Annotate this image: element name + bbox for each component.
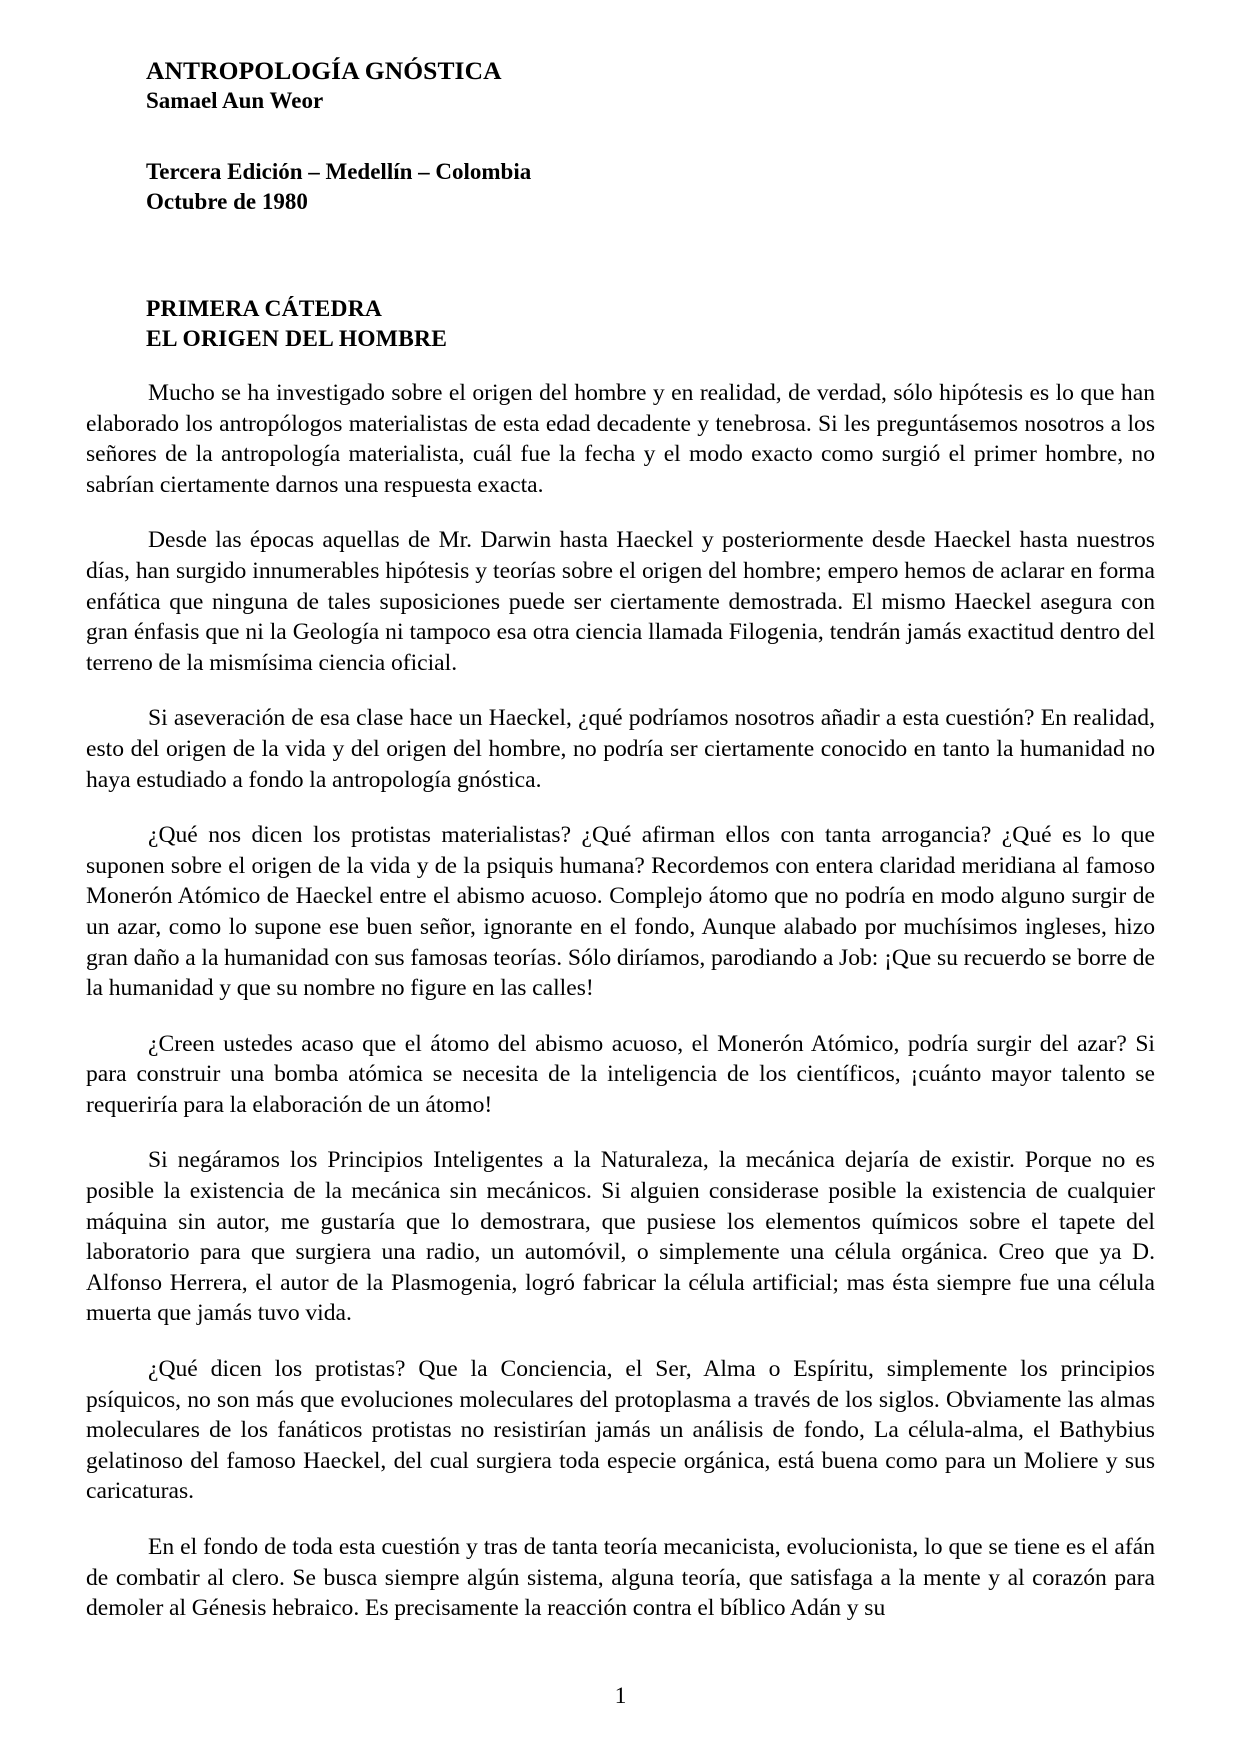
- body-paragraph: Si aseveración de esa clase hace un Haeckel, ¿qué podríamos nosotros añadir a esta cuestión? En realidad, esto del origen de la vida y del origen del hombre, no podría ser ciertamente conocido en tanto la humanidad no haya estudiado a fondo la antropología gnóstica.: [86, 705, 1155, 793]
- body-paragraph: Mucho se ha investigado sobre el origen del hombre y en realidad, de verdad, sólo hipótesis es lo que han elaborado los antropólogos materialistas de esta edad decadente y tenebrosa. Si les preguntásemos nosotros a los señores de la antropología materialista, cuál fue la fecha y el modo exacto como surgió el primer hombre, no sabrían ciertamente darnos una respuesta exacta.: [86, 380, 1155, 498]
- title-block: [146, 56, 1155, 116]
- edition-date: Octubre de 1980: [146, 189, 308, 214]
- body-paragraph: ¿Qué dicen los protistas? Que la Conciencia, el Ser, Alma o Espíritu, simplemente los principios psíquicos, no son más que evoluciones moleculares del protoplasma a través de los siglos. Obviamente las almas moleculares de los fanáticos protistas no resistirían jamás un análisis de fondo, La célula-alma, el Bathybius gelatinoso del famoso Haeckel, del cual surgiera toda especie orgánica, está buena como para un Moliere y sus caricaturas.: [86, 1356, 1155, 1505]
- body-paragraph: ¿Creen ustedes acaso que el átomo del abismo acuoso, el Monerón Atómico, podría surgir del azar? Si para construir una bomba atómica se necesita de la inteligencia de los científicos, ¡cuánto mayor talento se requeriría para la elaboración de un átomo!: [86, 1030, 1155, 1118]
- body-paragraph: ¿Qué nos dicen los protistas materialistas? ¿Qué afirman ellos con tanta arrogancia? ¿Qué es lo que suponen sobre el origen de la vida y de la psiquis humana? Recordemos con entera claridad meridiana al famoso Monerón Atómico de Haeckel entre el abismo acuoso. Complejo átomo que no podría en modo alguno surgir de un azar, como lo supone ese buen señor, ignorante en el fondo, Aunque alabado por muchísimos ingleses, hizo gran daño a la humanidad con sus famosas teorías. Sólo diríamos, parodiando a Job: ¡Que su recuerdo se borre de la humanidad y que su nombre no figure en las calles!: [86, 822, 1155, 1002]
- section-number: PRIMERA CÁTEDRA: [146, 296, 383, 322]
- edition-place: Tercera Edición – Medellín – Colombia: [146, 159, 532, 184]
- body-paragraph: Si negáramos los Principios Inteligentes a la Naturaleza, la mecánica dejaría de existir. Porque no es posible la existencia de la mecánica sin mecánicos. Si alguien considerase posible la existencia de cualquier máquina sin autor, me gustaría que lo demostrara, que pusiese los elementos químicos sobre el tapete del laboratorio para que surgiera una radio, un automóvil, o simplemente una célula orgánica. Creo que ya D. Alfonso Herrera, el autor de la Plasmogenia, logró fabricar la célula artificial; mas ésta siempre fue una célula muerta que jamás tuvo vida.: [86, 1147, 1155, 1327]
- body-paragraph: Desde las épocas aquellas de Mr. Darwin hasta Haeckel y posteriormente desde Haeckel hasta nuestros días, han surgido innumerables hipótesis y teorías sobre el origen del hombre; empero hemos de aclarar en forma enfática que ninguna de tales suposiciones puede ser ciertamente demostrada. El mismo Haeckel asegura con gran énfasis que ni la Geología ni tampoco esa otra ciencia llamada Filogenia, tendrán jamás exactitud dentro del terreno de la mismísima ciencia oficial.: [86, 527, 1155, 676]
- edition-block: [146, 157, 1155, 217]
- page-number: 1: [614, 1683, 627, 1709]
- book-author: Samael Aun Weor: [146, 88, 324, 113]
- body-paragraphs: [86, 378, 1155, 1624]
- section-heading-block: [146, 294, 1155, 354]
- document-body: [86, 56, 1155, 1624]
- section-title: EL ORIGEN DEL HOMBRE: [146, 326, 448, 352]
- body-paragraph: En el fondo de toda esta cuestión y tras de tanta teoría mecanicista, evolucionista, lo que se tiene es el afán de combatir al clero. Se busca siempre algún sistema, alguna teoría, que satisfaga a la mente y al corazón para demoler al Génesis hebraico. Es precisamente la reacción contra el bíblico Adán y su: [86, 1534, 1155, 1622]
- book-title: ANTROPOLOGÍA GNÓSTICA: [146, 56, 502, 85]
